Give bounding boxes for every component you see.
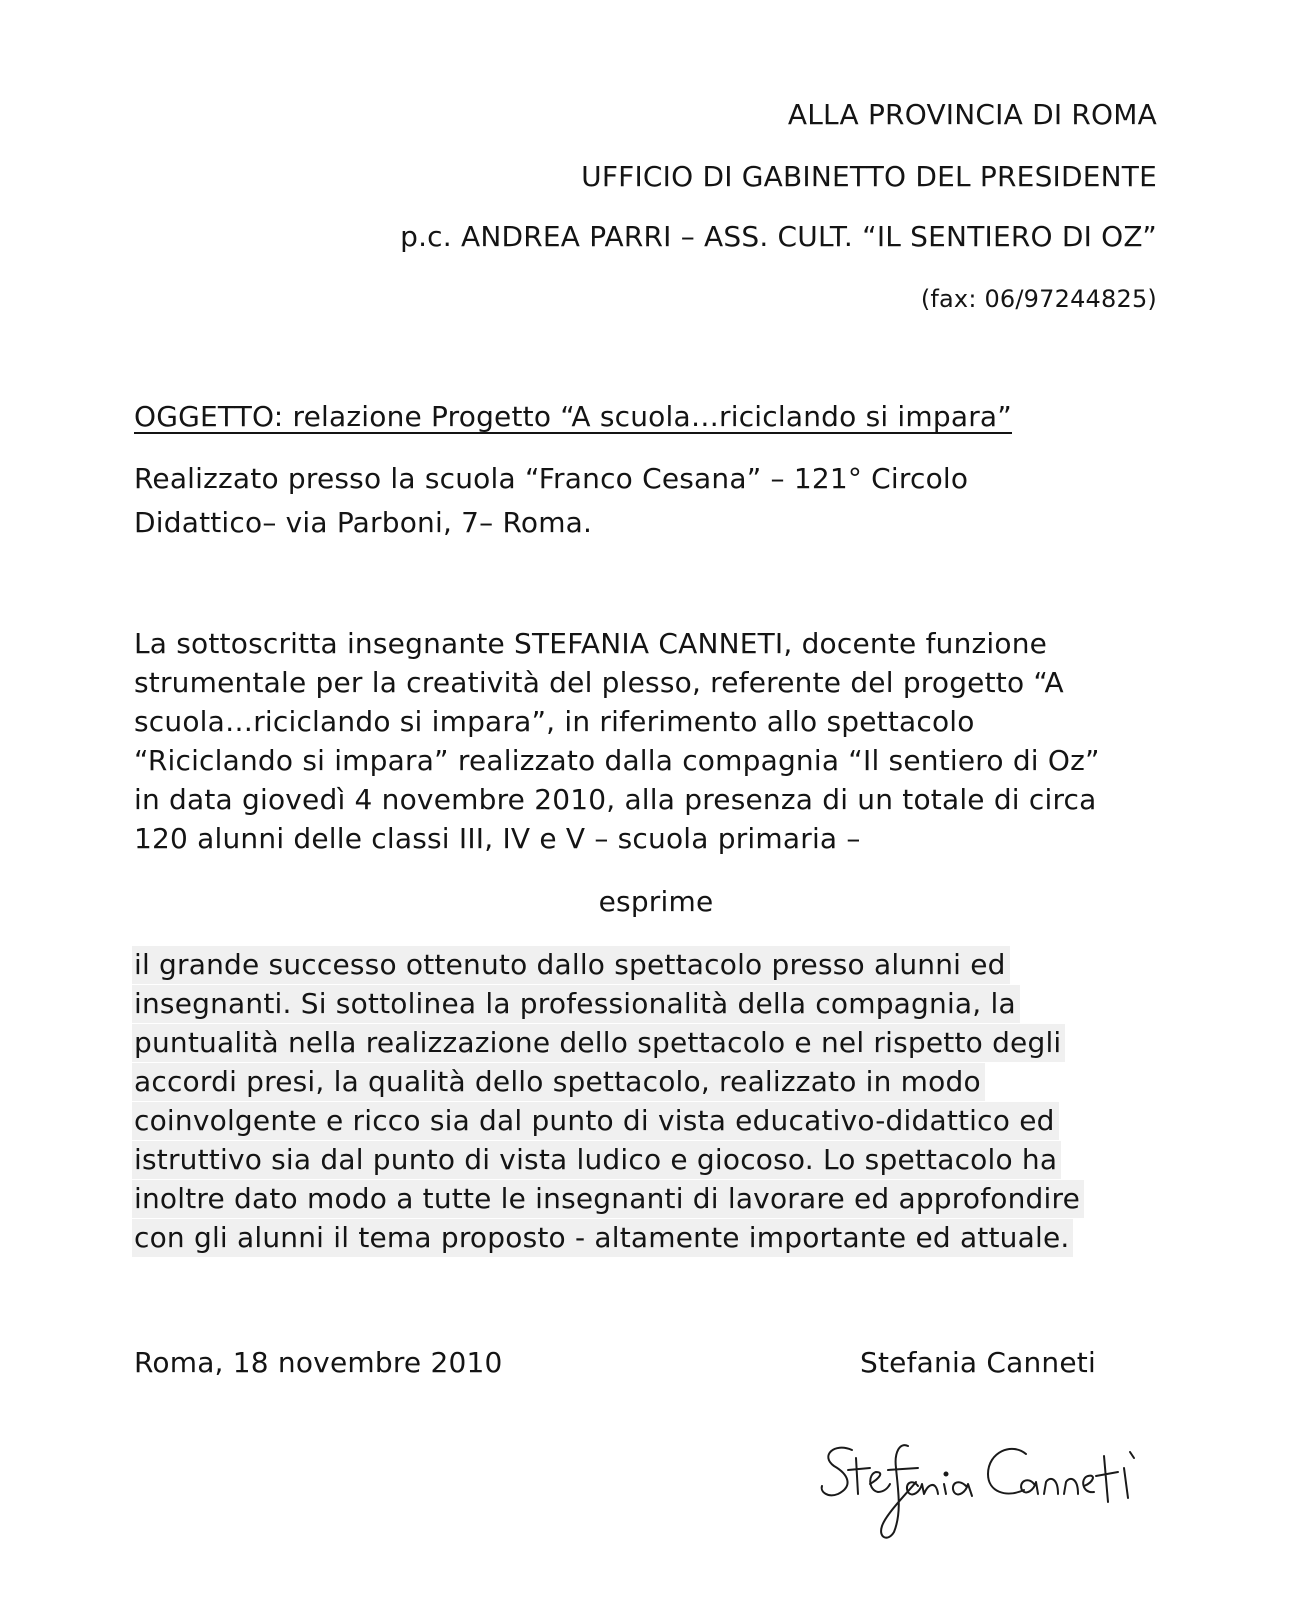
paragraph2-line-4-text: accordi presi, la qualità dello spettacolo, realizzato in modo	[132, 1063, 985, 1101]
paragraph1-line-3: scuola…riciclando si impara”, in riferimento allo spettacolo	[134, 705, 975, 738]
paragraph2-line-1-text: il grande successo ottenuto dallo spettacolo presso alunni ed	[132, 946, 1010, 984]
paragraph1-line-1: La sottoscritta insegnante STEFANIA CANNETI, docente funzione	[134, 627, 1048, 660]
paragraph2-line-3-text: puntualità nella realizzazione dello spettacolo e nel rispetto degli	[132, 1024, 1065, 1062]
date-place: Roma, 18 novembre 2010	[134, 1346, 503, 1379]
paragraph2-line-3	[134, 1026, 1065, 1060]
paragraph1-line-2: strumentale per la creatività del plesso, referente del progetto “A	[134, 666, 1064, 699]
recipient-line-2: UFFICIO DI GABINETTO DEL PRESIDENTE	[581, 160, 1157, 193]
paragraph1-line-4: “Riciclando si impara” realizzato dalla compagnia “Il sentiero di Oz”	[134, 744, 1100, 777]
paragraph2-line-2-text: insegnanti. Si sottolinea la professionalità della compagnia, la	[132, 985, 1020, 1023]
paragraph2-line-5-text: coinvolgente e ricco sia dal punto di vista educativo-didattico ed	[132, 1102, 1059, 1140]
paragraph2-line-5	[134, 1104, 1059, 1138]
location-line-2: Didattico– via Parboni, 7– Roma.	[134, 506, 593, 539]
paragraph2-line-6-text: istruttivo sia dal punto di vista ludico e giocoso. Lo spettacolo ha	[132, 1141, 1061, 1179]
paragraph2-line-1	[134, 948, 1010, 982]
paragraph2-line-8-text: con gli alunni il tema proposto - altamente importante ed attuale.	[132, 1219, 1073, 1257]
paragraph2-line-2	[134, 987, 1020, 1021]
paragraph1-line-5: in data giovedì 4 novembre 2010, alla presenza di un totale di circa	[134, 783, 1097, 816]
recipient-line-3: p.c. ANDREA PARRI – ASS. CULT. “IL SENTIERO DI OZ”	[400, 220, 1157, 253]
paragraph2-line-4	[134, 1065, 985, 1099]
paragraph2-line-7-text: inoltre dato modo a tutte le insegnanti di lavorare ed approfondire	[132, 1180, 1084, 1218]
signer-name: Stefania Canneti	[860, 1346, 1096, 1379]
paragraph2-line-8	[134, 1221, 1073, 1255]
handwritten-signature	[812, 1428, 1192, 1548]
paragraph1-line-6: 120 alunni delle classi III, IV e V – scuola primaria –	[134, 822, 861, 855]
paragraph2-line-7	[134, 1182, 1084, 1216]
subject-line: OGGETTO: relazione Progetto “A scuola…riciclando si impara”	[134, 400, 1012, 433]
recipient-fax: (fax: 06/97244825)	[920, 285, 1157, 313]
verb-esprime: esprime	[598, 885, 714, 918]
recipient-line-1: ALLA PROVINCIA DI ROMA	[787, 98, 1157, 131]
location-line-1: Realizzato presso la scuola “Franco Cesana” – 121° Circolo	[134, 462, 969, 495]
paragraph2-line-6	[134, 1143, 1061, 1177]
